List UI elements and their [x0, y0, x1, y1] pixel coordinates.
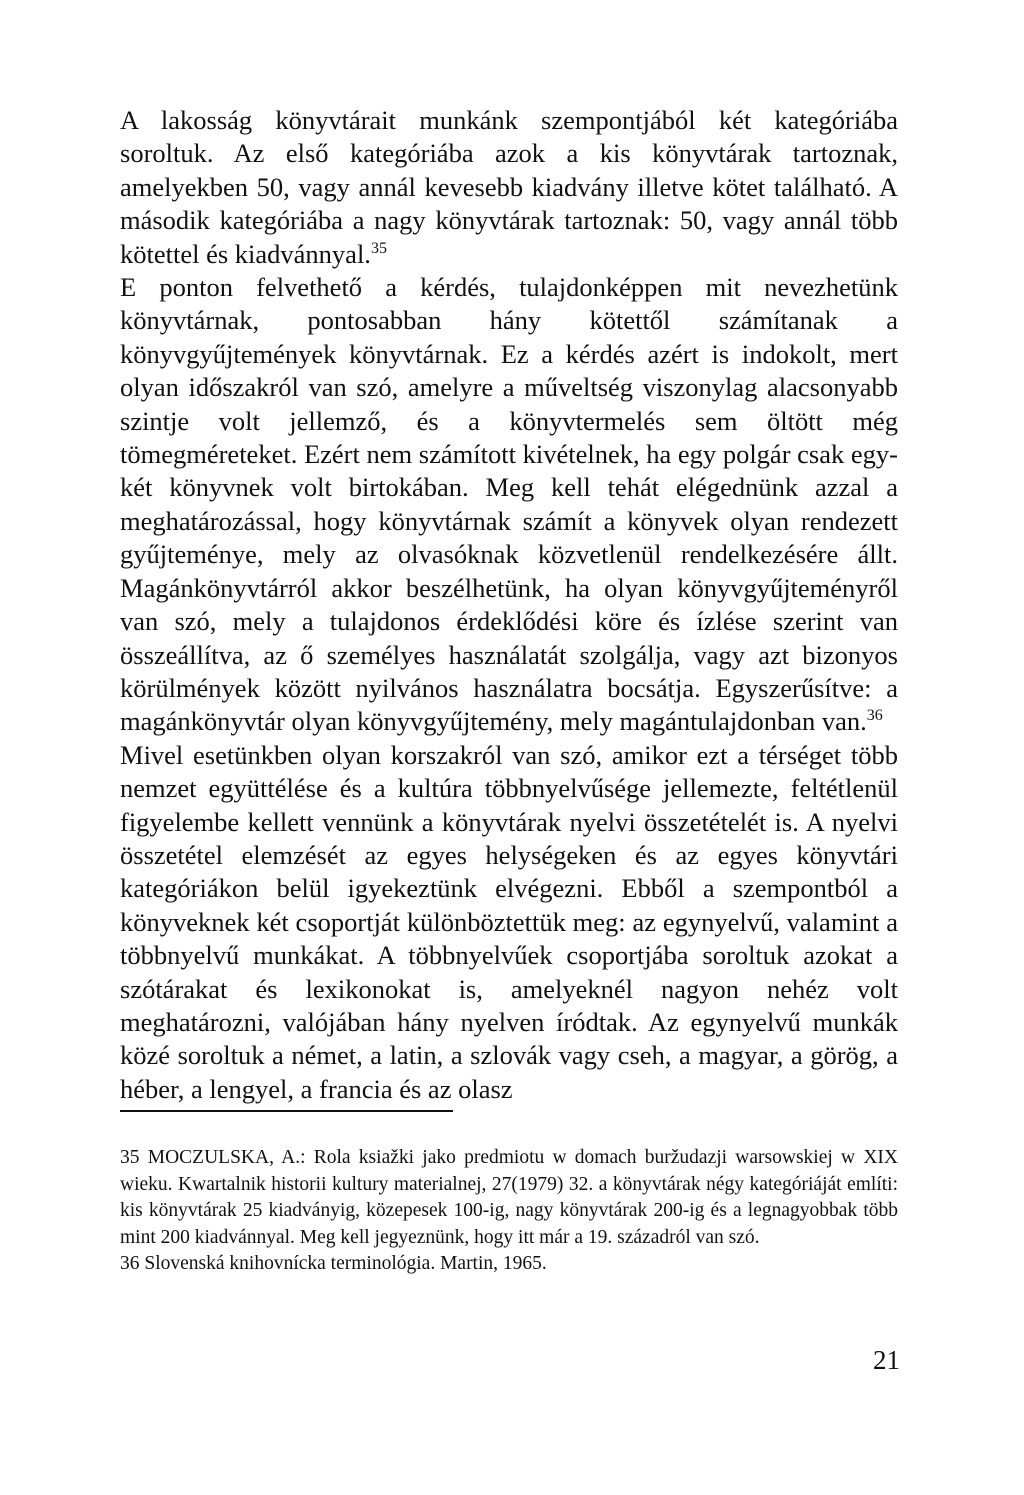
footnotes [120, 1145, 898, 1278]
paragraph-text: Mivel esetünkben olyan korszakról van szó, amikor ezt a térséget több nemzet együttélése és a kultúra többnyelvűsége jellemezte, feltétlenül figyelembe kellett vennünk a könyvtárak nyelvi összetételét is. A nyelvi összetétel elemzését az egyes helységeken és az egyes könyvtári kategóriákon belül igyekeztünk elvégezni. Ebből a szempontból a könyveknek két csoportját különböztettük meg: az egynyelvű, valamint a többnyelvű munkákat. A többnyelvűek csoportjába soroltuk azokat a szótárakat és lexikonokat is, amelyeknél nagyon nehéz volt meghatározni, valójában hány nyelven íródtak. Az egynyelvű munkák közé soroltuk a német, a latin, a szlovák vagy cseh, a magyar, a görög, a héber, a lengyel, a francia és az olasz [120, 739, 898, 1104]
paragraph-text: A lakosság könyvtárait munkánk szempontjából két kategóriába soroltuk. Az első kategóriába azok a kis könyvtárak tartoznak, amelyekben 50, vagy annál kevesebb kiadvány illetve kötet található. A második kategóriába a nagy könyvtárak tartoznak: 50, vagy annál több kötettel és kiadvánnyal. [120, 105, 898, 269]
footnote-ref-36: 36 [866, 707, 883, 725]
footnote-ref-35: 35 [370, 239, 387, 257]
footnote-divider [120, 1110, 453, 1112]
page-number: 21 [873, 1345, 900, 1375]
paragraph-2 [120, 271, 898, 739]
footnote-text: Slovenská knihovnícka terminológia. Martin, 1965. [144, 1253, 547, 1275]
footnote-text: MOCZULSKA, A.: Rola ksiažki jako predmiotu w domach buržudazji warsowskiej w XIX wieku. Kwartalnik historii kultury materialnej, 27(1979) 32. a könyvtárak négy kategóriáját említi: kis könyvtárak 25 kiadványig, közepesek 100-ig, nagy könyvtárak 200-ig és a legnagyobbak több mint 200 kiadvánnyal. Meg kell jegyeznünk, hogy itt már a 19. századról van szó. [120, 1147, 899, 1248]
paragraph-text: E ponton felvethető a kérdés, tulajdonképpen mit nevezhetünk könyvtárnak, pontosabban hány kötettől számítanak a könyvgyűjtemények könyvtárnak. Ez a kérdés azért is indokolt, mert olyan időszakról van szó, amelyre a műveltség viszonylag alacsonyabb szintje volt jellemző, és a könyvtermelés sem öltött még tömegméreteket. Ezért nem számított kivételnek, ha egy polgár csak egy-két könyvnek volt birtokában. Meg kell tehát elégednünk azzal a meghatározással, hogy könyvtárnak számít a könyvek olyan rendezett gyűjteménye, mely az olvasóknak közvetlenül rendelkezésére állt. Magánkönyvtárról akkor beszélhetünk, ha olyan könyvgyűjteményről van szó, mely a tulajdonos érdeklődési köre és ízlése szerint van összeállítva, az ő személyes használatát szolgálja, vagy azt bizonyos körülmények között nyilvános használatra bocsátja. Egyszerűsítve: a magánkönyvtár olyan könyvgyűjtemény, mely magántulajdonban van. [120, 272, 898, 737]
footnote-36 [120, 1251, 898, 1278]
paragraph-1 [120, 104, 898, 271]
footnote-35 [120, 1145, 898, 1251]
footnote-number: 36 [120, 1253, 140, 1275]
footnote-number: 35 [120, 1147, 140, 1168]
paragraph-3 [120, 739, 898, 1106]
main-text [120, 104, 898, 1106]
